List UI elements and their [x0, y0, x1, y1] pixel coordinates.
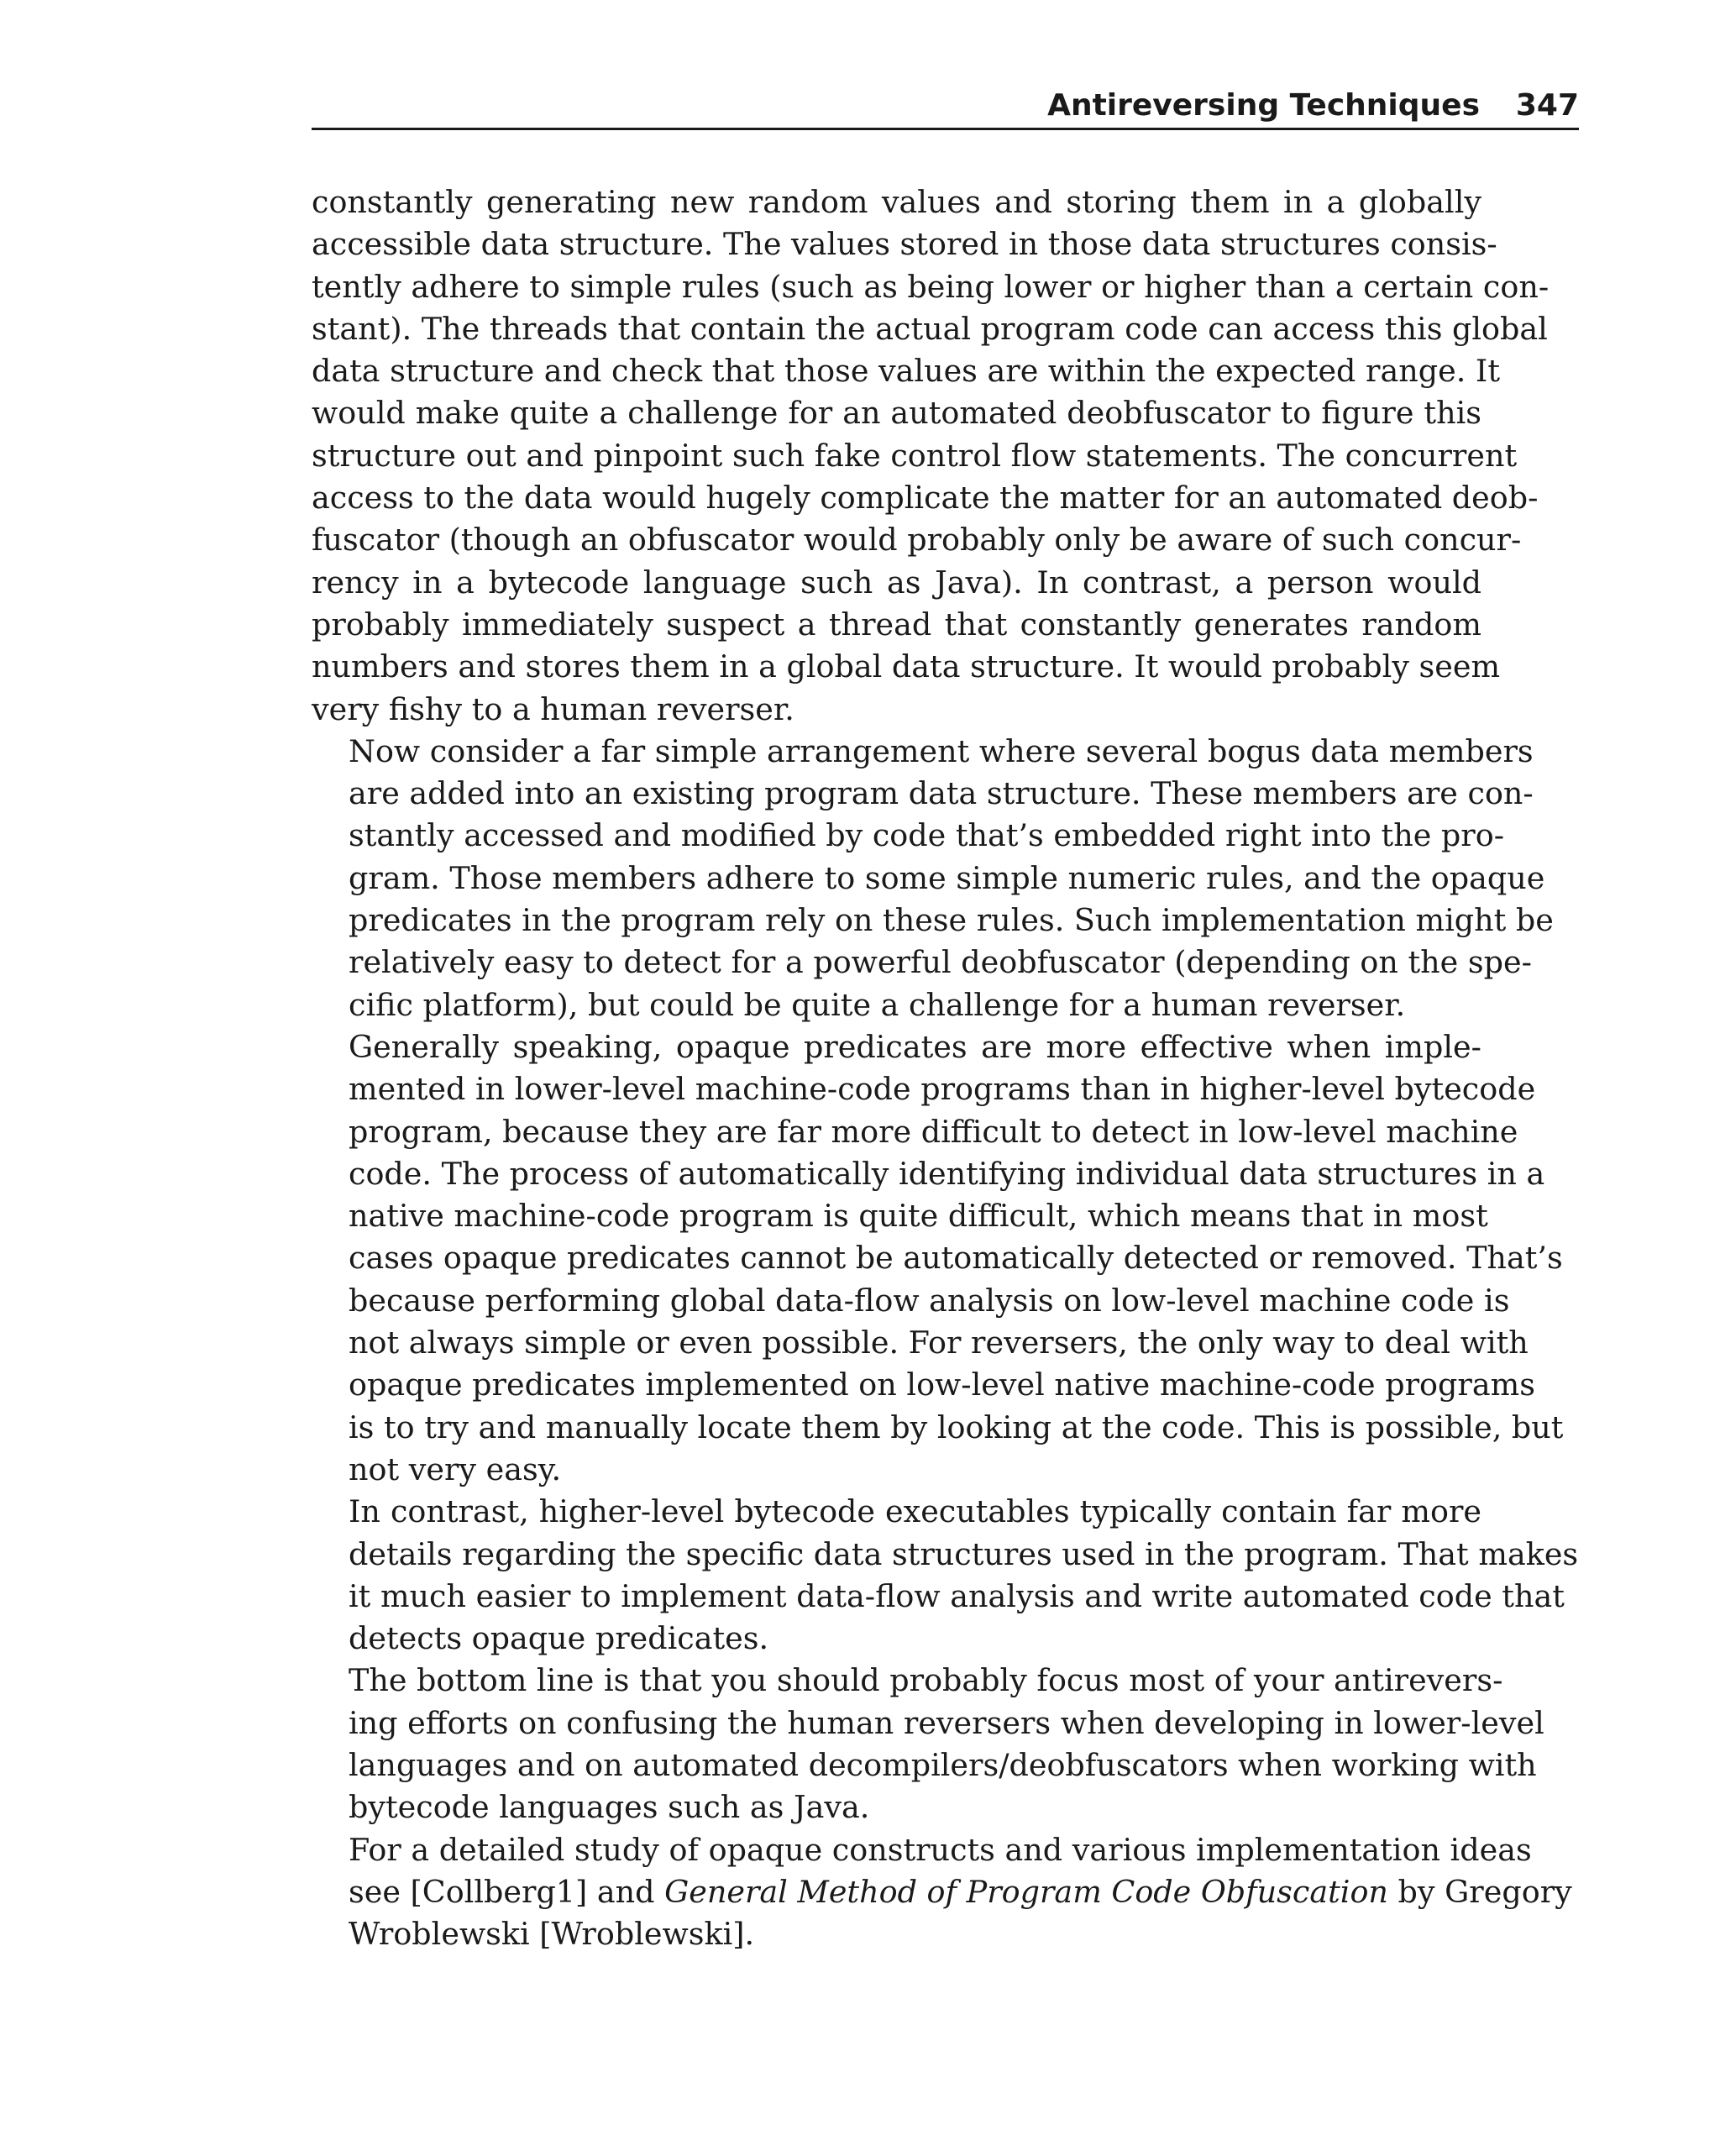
- text-line: is to try and manually locate them by looking at the code. This is possible, but: [349, 1408, 1564, 1445]
- text-line: relatively easy to detect for a powerful deobfuscator (depending on the spe-: [349, 944, 1532, 981]
- text-span: by Gregory: [1387, 1873, 1572, 1910]
- text-line: rency in a bytecode language such as Java). In contrast, a person would: [312, 564, 1481, 601]
- text-line: not very easy.: [349, 1450, 562, 1487]
- text-line: For a detailed study of opaque constructs and various implementation ideas: [349, 1831, 1532, 1868]
- text-line: not always simple or even possible. For reversers, the only way to deal with: [349, 1325, 1529, 1361]
- cited-title: General Method of Program Code Obfuscation: [664, 1873, 1388, 1910]
- text-line: cific platform), but could be quite a challenge for a human reverser.: [349, 986, 1406, 1023]
- text-line: stantly accessed and modified by code that’s embedded right into the pro-: [349, 817, 1505, 854]
- text-line: languages and on automated decompilers/deobfuscators when working with: [349, 1746, 1537, 1783]
- text-line: access to the data would hugely complicate the matter for an automated deob-: [312, 480, 1539, 517]
- text-line: would make quite a challenge for an automated deobfuscator to figure this: [312, 395, 1481, 432]
- text-line: constantly generating new random values and storing them in a globally: [312, 184, 1481, 220]
- text-line: detects opaque predicates.: [349, 1620, 769, 1657]
- text-line: cases opaque predicates cannot be automatically detected or removed. That’s: [349, 1240, 1563, 1277]
- text-line: In contrast, higher-level bytecode executables typically contain far more: [349, 1493, 1481, 1530]
- text-line: accessible data structure. The values stored in those data structures consis-: [312, 226, 1497, 263]
- running-header: [312, 82, 1579, 130]
- text-line: probably immediately suspect a thread that constantly generates random: [312, 606, 1481, 643]
- text-line: stant). The threads that contain the actual program code can access this global: [312, 310, 1548, 347]
- text-line: gram. Those members adhere to some simple numeric rules, and the opaque: [349, 859, 1545, 896]
- text-line: Now consider a far simple arrangement where several bogus data members: [349, 732, 1534, 769]
- text-line-with-citation: [312, 1871, 1572, 1913]
- text-line: Wroblewski [Wroblewski].: [349, 1916, 755, 1953]
- text-line: are added into an existing program data structure. These members are con-: [349, 775, 1534, 812]
- paragraph-2: [312, 731, 1554, 1026]
- text-line: because performing global data-flow analysis on low-level machine code is: [349, 1282, 1510, 1319]
- text-line: numbers and stores them in a global data structure. It would probably seem: [312, 648, 1501, 685]
- paragraph-1: [312, 181, 1550, 731]
- text-line: The bottom line is that you should probably focus most of your antirevers-: [349, 1662, 1503, 1699]
- paragraph-3: [312, 1026, 1564, 1491]
- text-line: mented in lower-level machine-code programs than in higher-level bytecode: [349, 1071, 1536, 1108]
- text-line: very fishy to a human reverser.: [312, 690, 794, 727]
- page-number: 347: [1515, 88, 1579, 123]
- running-title: Antireversing Techniques: [1047, 88, 1480, 123]
- paragraph-5: [312, 1660, 1544, 1828]
- body-text: [312, 181, 1579, 1955]
- text-line: native machine-code program is quite difficult, which means that in most: [349, 1198, 1488, 1235]
- text-span: see [Collberg1] and: [349, 1873, 665, 1910]
- text-line: opaque predicates implemented on low-level native machine-code programs: [349, 1367, 1535, 1403]
- text-line: fuscator (though an obfuscator would probably only be aware of such concur-: [312, 522, 1522, 559]
- text-line: predicates in the program rely on these rules. Such implementation might be: [349, 902, 1554, 939]
- text-line: details regarding the specific data structures used in the program. That makes: [349, 1535, 1579, 1572]
- text-line: Generally speaking, opaque predicates are more effective when imple-: [349, 1028, 1481, 1065]
- text-line: tently adhere to simple rules (such as being lower or higher than a certain con-: [312, 268, 1550, 305]
- text-line: code. The process of automatically identifying individual data structures in a: [349, 1155, 1545, 1192]
- paragraph-4: [312, 1491, 1579, 1660]
- text-line: data structure and check that those values are within the expected range. It: [312, 353, 1500, 390]
- paragraph-6: [312, 1829, 1572, 1956]
- text-line: program, because they are far more difficult to detect in low-level machine: [349, 1113, 1518, 1150]
- text-line: it much easier to implement data-flow analysis and write automated code that: [349, 1577, 1565, 1614]
- text-line: ing efforts on confusing the human reversers when developing in lower-level: [349, 1704, 1544, 1741]
- text-line: structure out and pinpoint such fake control flow statements. The concurrent: [312, 437, 1518, 474]
- text-line: bytecode languages such as Java.: [349, 1789, 870, 1826]
